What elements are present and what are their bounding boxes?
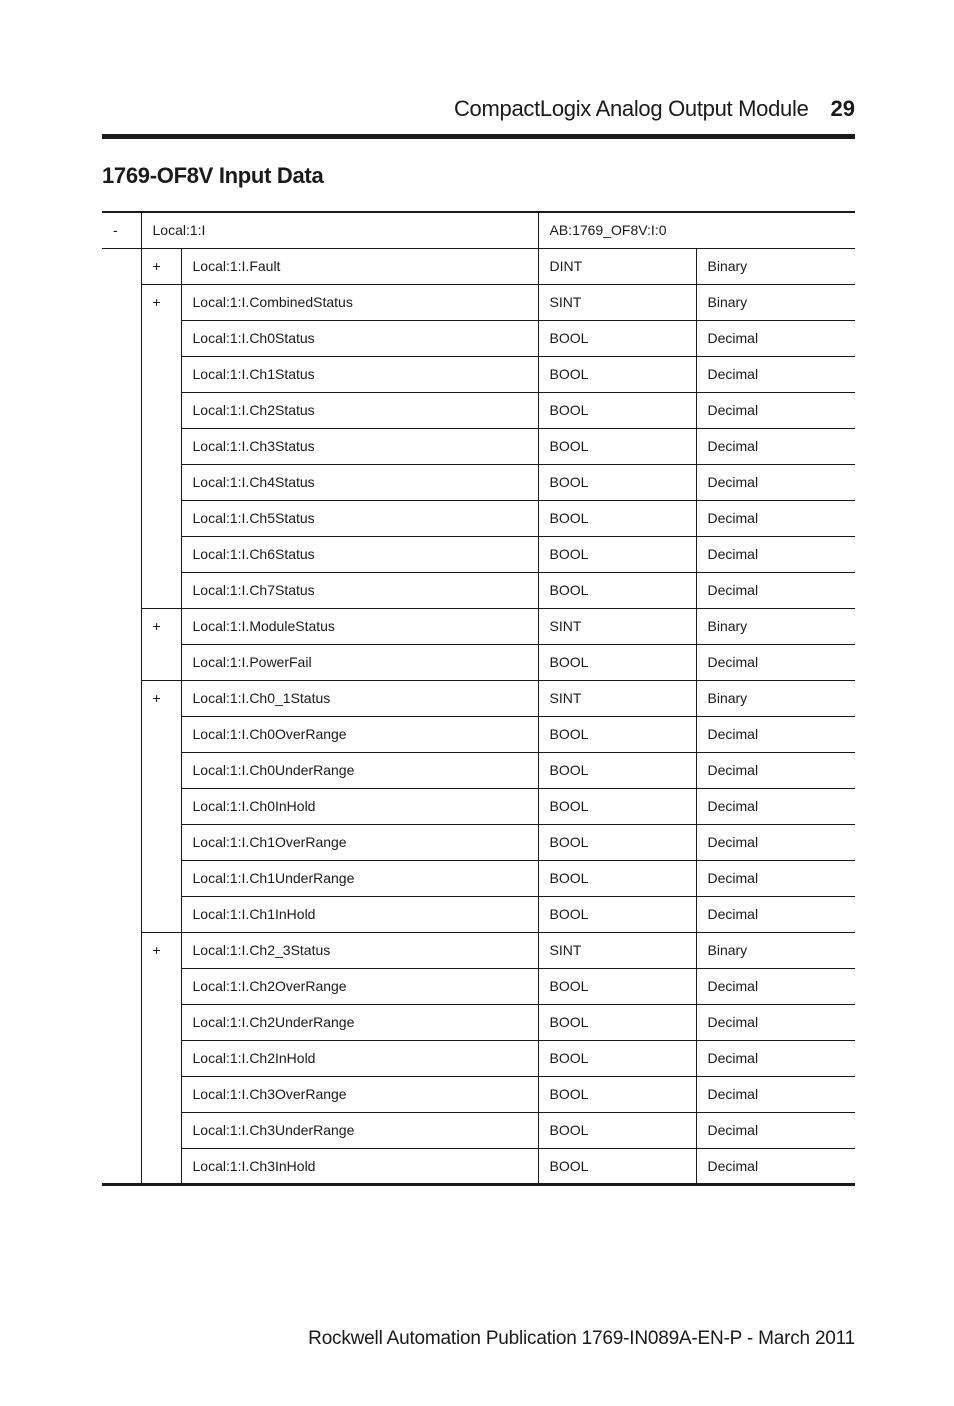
table-row: [102, 320, 855, 356]
data-type: BOOL: [538, 1148, 696, 1184]
tag-name: Local:1:I.Ch2InHold: [181, 1040, 538, 1076]
tag-name: Local:1:I.Ch4Status: [181, 464, 538, 500]
section-title: 1769-OF8V Input Data: [102, 163, 324, 188]
expand-sign: [141, 788, 181, 824]
indent-cell: [102, 680, 141, 716]
indent-cell: [102, 500, 141, 536]
tag-name: Local:1:I.Ch7Status: [181, 572, 538, 608]
tag-name: Local:1:I.PowerFail: [181, 644, 538, 680]
page-number: 29: [830, 96, 855, 121]
data-type: BOOL: [538, 716, 696, 752]
data-type: BOOL: [538, 896, 696, 932]
data-type: BOOL: [538, 1112, 696, 1148]
indent-cell: [102, 1076, 141, 1112]
data-type: BOOL: [538, 788, 696, 824]
indent-cell: [102, 788, 141, 824]
tag-name: Local:1:I.Fault: [181, 248, 538, 284]
tag-name: Local:1:I.Ch2UnderRange: [181, 1004, 538, 1040]
header-title: CompactLogix Analog Output Module: [453, 96, 809, 121]
indent-cell: [102, 320, 141, 356]
tag-name: Local:1:I.CombinedStatus: [181, 284, 538, 320]
tag-name: Local:1:I.Ch3InHold: [181, 1148, 538, 1184]
display-style: Decimal: [696, 1004, 855, 1040]
table-row: [102, 392, 855, 428]
table-row: [102, 968, 855, 1004]
table-row: [102, 932, 855, 968]
indent-cell: [102, 608, 141, 644]
display-style: Decimal: [696, 644, 855, 680]
tag-name: Local:1:I.Ch6Status: [181, 536, 538, 572]
table-row: [102, 1148, 855, 1184]
expand-sign: [141, 1076, 181, 1112]
data-type: BOOL: [538, 392, 696, 428]
table-row: [102, 716, 855, 752]
display-style: Decimal: [696, 752, 855, 788]
indent-cell: [102, 572, 141, 608]
input-data-table: [102, 211, 855, 1186]
data-type: BOOL: [538, 428, 696, 464]
display-style: Decimal: [696, 860, 855, 896]
table-row: [102, 860, 855, 896]
expand-sign: [141, 1004, 181, 1040]
display-style: Decimal: [696, 392, 855, 428]
indent-cell: [102, 1112, 141, 1148]
display-style: Decimal: [696, 572, 855, 608]
table-body: [102, 212, 855, 1184]
tag-name: Local:1:I.Ch2_3Status: [181, 932, 538, 968]
indent-cell: [102, 716, 141, 752]
tag-name: Local:1:I.Ch1InHold: [181, 896, 538, 932]
table-row: [102, 824, 855, 860]
table-row: [102, 680, 855, 716]
expand-sign[interactable]: +: [141, 248, 181, 284]
data-type: BOOL: [538, 572, 696, 608]
expand-sign: [141, 968, 181, 1004]
table-row: [102, 500, 855, 536]
indent-cell: [102, 248, 141, 284]
expand-sign: [141, 644, 181, 680]
table-row: [102, 644, 855, 680]
data-type: BOOL: [538, 1040, 696, 1076]
table-row: [102, 428, 855, 464]
table-row: [102, 464, 855, 500]
data-type: BOOL: [538, 320, 696, 356]
table-row: [102, 1004, 855, 1040]
tag-name: Local:1:I.Ch0UnderRange: [181, 752, 538, 788]
data-type: BOOL: [538, 860, 696, 896]
expand-sign: [141, 824, 181, 860]
root-tag-name: Local:1:I: [141, 212, 538, 248]
tag-name: Local:1:I.Ch2OverRange: [181, 968, 538, 1004]
expand-sign: [141, 356, 181, 392]
expand-sign: [141, 896, 181, 932]
display-style: Decimal: [696, 788, 855, 824]
table-row: [102, 572, 855, 608]
data-type: BOOL: [538, 1076, 696, 1112]
indent-cell: [102, 536, 141, 572]
expand-sign[interactable]: +: [141, 608, 181, 644]
data-type: BOOL: [538, 500, 696, 536]
tag-name: Local:1:I.Ch1Status: [181, 356, 538, 392]
expand-sign: [141, 860, 181, 896]
expand-sign: [141, 1040, 181, 1076]
display-style: Decimal: [696, 428, 855, 464]
expand-sign[interactable]: +: [141, 680, 181, 716]
indent-cell: [102, 752, 141, 788]
data-type: BOOL: [538, 464, 696, 500]
expand-sign: [141, 392, 181, 428]
table-row: [102, 608, 855, 644]
tag-name: Local:1:I.ModuleStatus: [181, 608, 538, 644]
display-style: Decimal: [696, 1112, 855, 1148]
tag-name: Local:1:I.Ch3UnderRange: [181, 1112, 538, 1148]
display-style: Binary: [696, 932, 855, 968]
tag-name: Local:1:I.Ch3OverRange: [181, 1076, 538, 1112]
display-style: Binary: [696, 284, 855, 320]
display-style: Decimal: [696, 1148, 855, 1184]
table-row: [102, 536, 855, 572]
display-style: Binary: [696, 680, 855, 716]
indent-cell: [102, 824, 141, 860]
tag-name: Local:1:I.Ch1UnderRange: [181, 860, 538, 896]
indent-cell: [102, 932, 141, 968]
data-type: SINT: [538, 284, 696, 320]
table-row: [102, 896, 855, 932]
expand-sign: [141, 752, 181, 788]
data-type: BOOL: [538, 536, 696, 572]
indent-cell: [102, 1004, 141, 1040]
display-style: Decimal: [696, 716, 855, 752]
display-style: Binary: [696, 608, 855, 644]
tag-name: Local:1:I.Ch0InHold: [181, 788, 538, 824]
display-style: Decimal: [696, 536, 855, 572]
data-type: DINT: [538, 248, 696, 284]
display-style: Decimal: [696, 1076, 855, 1112]
page-footer: Rockwell Automation Publication 1769-IN089A-EN-P - March 2011: [308, 1328, 855, 1349]
display-style: Decimal: [696, 464, 855, 500]
display-style: Binary: [696, 248, 855, 284]
header-rule: [102, 134, 855, 139]
expand-sign: [141, 1148, 181, 1184]
display-style: Decimal: [696, 824, 855, 860]
indent-cell: [102, 896, 141, 932]
tag-name: Local:1:I.Ch0Status: [181, 320, 538, 356]
indent-cell: [102, 464, 141, 500]
table-row: [102, 1076, 855, 1112]
expand-sign[interactable]: +: [141, 932, 181, 968]
display-style: Decimal: [696, 320, 855, 356]
data-type: BOOL: [538, 752, 696, 788]
table-row: [102, 248, 855, 284]
expand-sign: [141, 464, 181, 500]
display-style: Decimal: [696, 356, 855, 392]
expand-sign: [141, 572, 181, 608]
display-style: Decimal: [696, 896, 855, 932]
tag-name: Local:1:I.Ch0_1Status: [181, 680, 538, 716]
indent-cell: [102, 968, 141, 1004]
indent-cell: [102, 356, 141, 392]
display-style: Decimal: [696, 500, 855, 536]
expand-sign: [141, 536, 181, 572]
table-row: [102, 788, 855, 824]
table-row: [102, 356, 855, 392]
expand-sign: [141, 1112, 181, 1148]
data-type: SINT: [538, 680, 696, 716]
table-row: [102, 284, 855, 320]
indent-cell: [102, 284, 141, 320]
tag-name: Local:1:I.Ch5Status: [181, 500, 538, 536]
table-row: [102, 752, 855, 788]
indent-cell: [102, 392, 141, 428]
expand-sign: [141, 500, 181, 536]
expand-sign: [141, 428, 181, 464]
expand-sign[interactable]: +: [141, 284, 181, 320]
data-type: BOOL: [538, 644, 696, 680]
table-row: [102, 1040, 855, 1076]
data-type: BOOL: [538, 824, 696, 860]
indent-cell: [102, 428, 141, 464]
data-type: SINT: [538, 932, 696, 968]
data-type: BOOL: [538, 356, 696, 392]
root-collapse-sign[interactable]: -: [102, 212, 141, 248]
table-row: [102, 1112, 855, 1148]
expand-sign: [141, 320, 181, 356]
indent-cell: [102, 860, 141, 896]
indent-cell: [102, 1148, 141, 1184]
root-data-type: AB:1769_OF8V:I:0: [538, 212, 855, 248]
expand-sign: [141, 716, 181, 752]
indent-cell: [102, 1040, 141, 1076]
page-header: [102, 92, 855, 126]
tag-name: Local:1:I.Ch1OverRange: [181, 824, 538, 860]
indent-cell: [102, 644, 141, 680]
data-type: BOOL: [538, 1004, 696, 1040]
table-row-root: [102, 212, 855, 248]
display-style: Decimal: [696, 968, 855, 1004]
data-type: BOOL: [538, 968, 696, 1004]
display-style: Decimal: [696, 1040, 855, 1076]
tag-name: Local:1:I.Ch0OverRange: [181, 716, 538, 752]
tag-name: Local:1:I.Ch3Status: [181, 428, 538, 464]
data-type: SINT: [538, 608, 696, 644]
tag-name: Local:1:I.Ch2Status: [181, 392, 538, 428]
